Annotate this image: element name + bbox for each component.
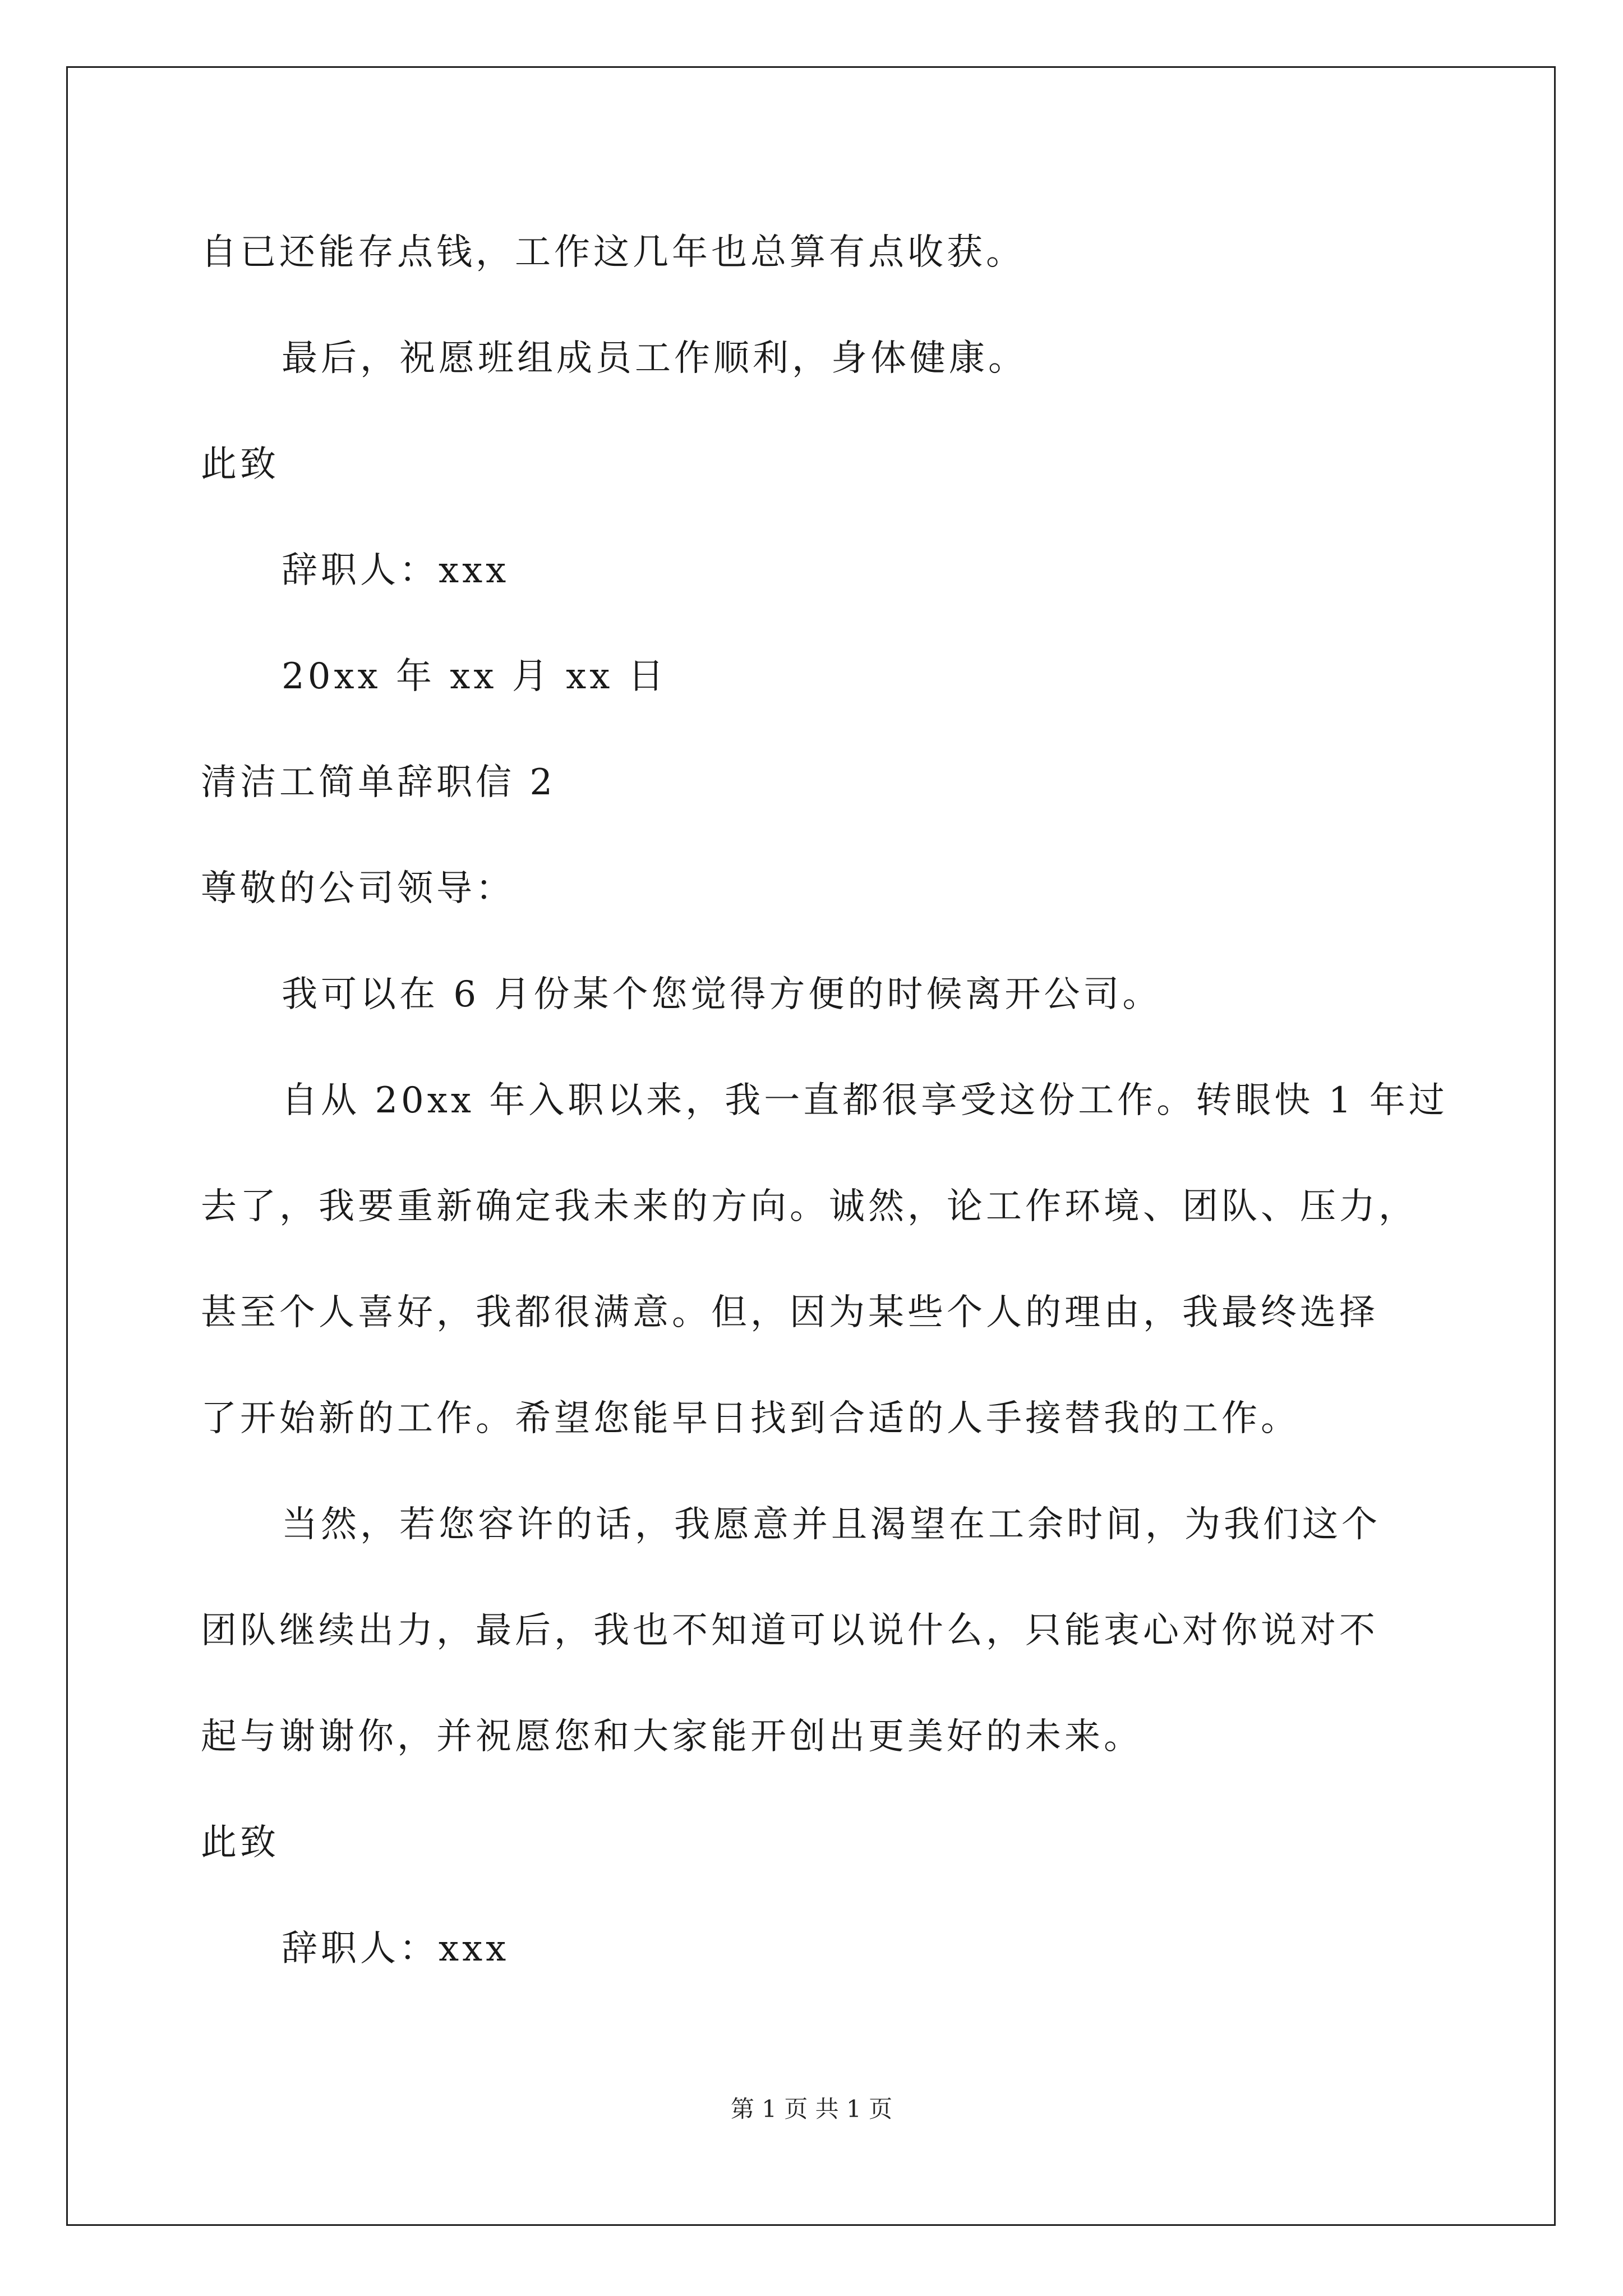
closing-salutation: 此致 bbox=[201, 444, 279, 485]
text-line: 当然，若您容许的话，我愿意并且渴望在工余时间，为我们这个 bbox=[282, 1504, 1381, 1545]
text-line: 去了，我要重新确定我未来的方向。诚然，论工作环境、团队、压力， bbox=[201, 1186, 1418, 1227]
signature-line: 辞职人：xxx bbox=[282, 550, 510, 591]
greeting: 尊敬的公司领导： bbox=[201, 868, 515, 909]
text-line: 自从 20xx 年入职以来，我一直都很享受这份工作。转眼快 1 年过 bbox=[282, 1080, 1448, 1121]
page-footer: 第 1 页 共 1 页 bbox=[730, 2095, 893, 2123]
text-line: 我可以在 6 月份某个您觉得方便的时候离开公司。 bbox=[282, 974, 1162, 1015]
page-border bbox=[66, 66, 1556, 2226]
text-line: 了开始新的工作。希望您能早日找到合适的人手接替我的工作。 bbox=[201, 1398, 1300, 1439]
text-line: 自已还能存点钱，工作这几年也总算有点收获。 bbox=[201, 232, 1025, 273]
signature-line: 辞职人：xxx bbox=[282, 1928, 510, 1970]
letter-title: 清洁工简单辞职信 2 bbox=[201, 762, 556, 803]
text-line: 最后，祝愿班组成员工作顺利，身体健康。 bbox=[282, 338, 1027, 379]
closing-salutation: 此致 bbox=[201, 1822, 279, 1864]
date-line: 20xx 年 xx 月 xx 日 bbox=[282, 656, 667, 697]
text-line: 起与谢谢你，并祝愿您和大家能开创出更美好的未来。 bbox=[201, 1716, 1143, 1757]
text-line: 团队继续出力，最后，我也不知道可以说什么，只能衷心对你说对不 bbox=[201, 1610, 1378, 1651]
text-line: 甚至个人喜好，我都很满意。但，因为某些个人的理由，我最终选择 bbox=[201, 1292, 1378, 1333]
